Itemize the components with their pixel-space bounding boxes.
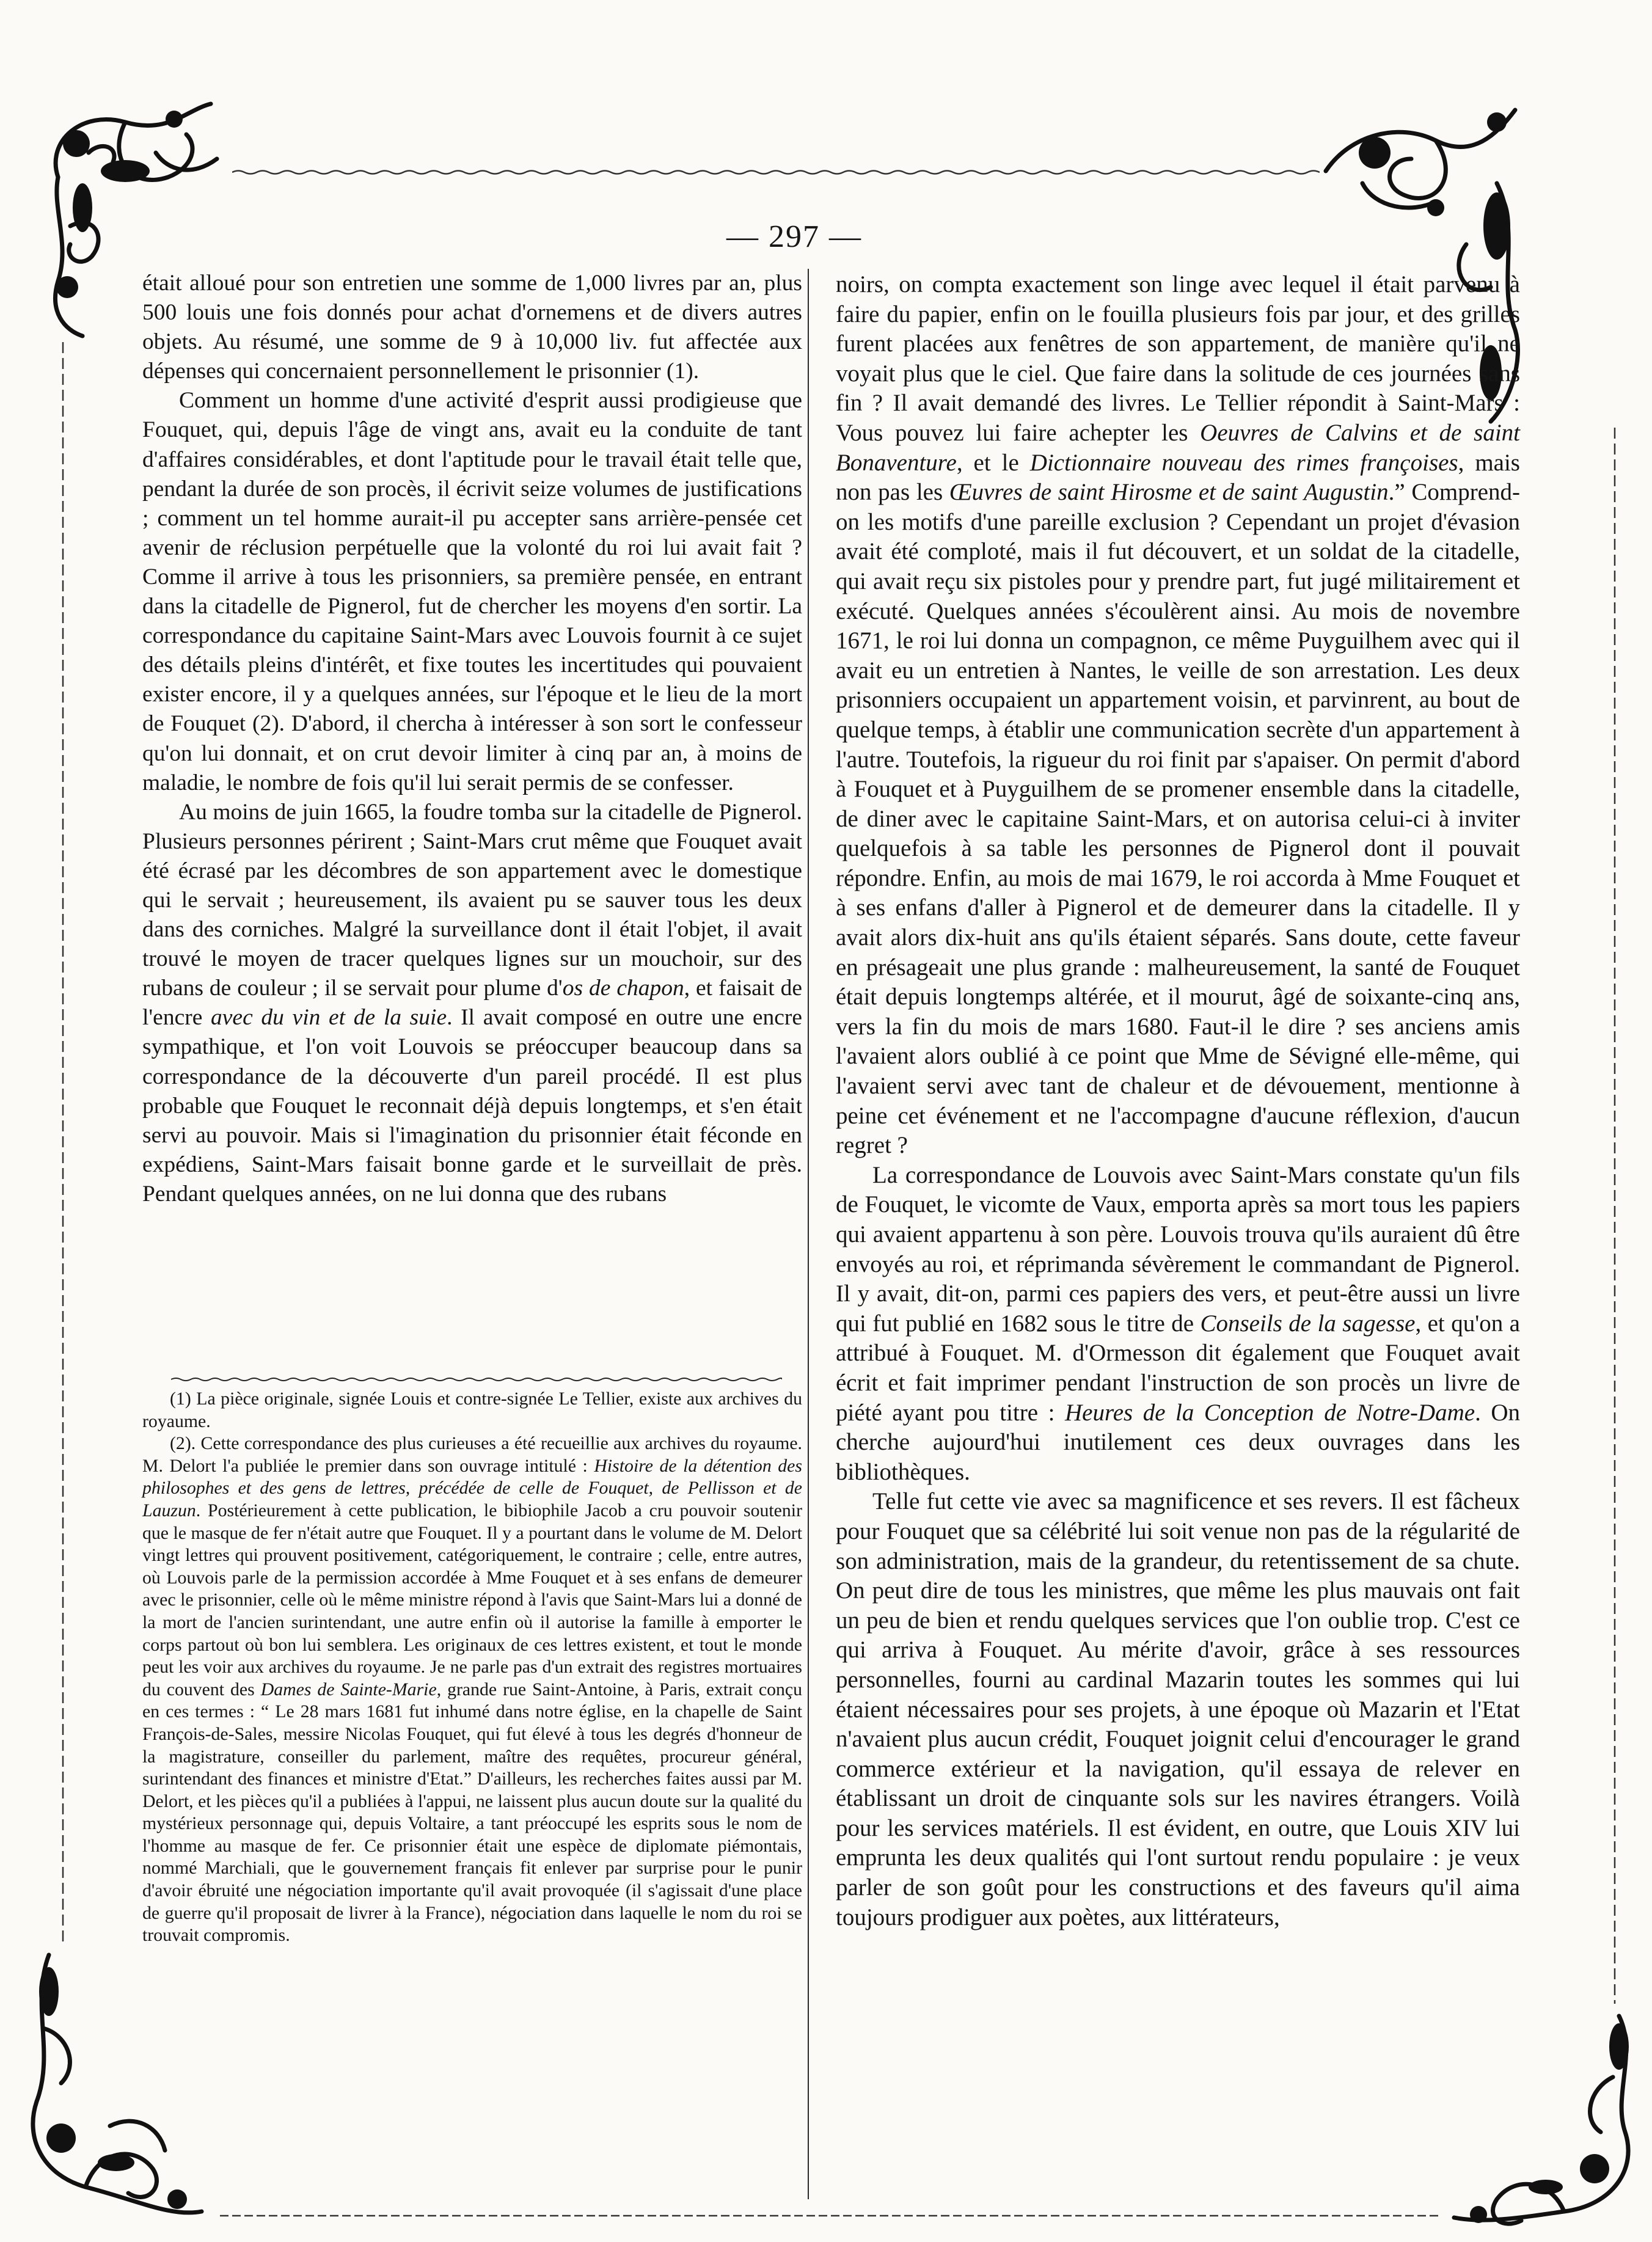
italic-text: avec du vin et de la suie — [211, 1005, 447, 1031]
paragraph: Comment un homme d'une activité d'esprit aussi prodigieuse que Fouquet, qui, depuis l'âge de vingt ans, avait eu la conduite de tant d'affaires considérables, et dont l'aptitude pour le travail était telle que, pendant la durée de son procès, il écrivit seize volumes de justifications ; comment un tel homme aurait-il pu accepter sans arrière-pensée cet avenir de réclusion perpétuelle que la volonté du roi lui avait fait ? Comme il arrive à tous les prisonniers, sa première pensée, en entrant dans la citadelle de Pignerol, fut de chercher les moyens d'en sortir. La correspondance du capitaine Saint-Mars avec Louvois fournit à ce sujet des détails pleins d'intérêt, et fixe toutes les incertitudes qui pouvaient exister encore, il y a quelques années, sur l'époque et le lieu de la mort de Fouquet (2). D'abord, il chercha à intéresser à son sort le confesseur qu'on lui donnait, et on crut devoir limiter à cinq par an, à moins de maladie, le nombre de fois qu'il lui serait permis de se confesser. — [142, 388, 802, 795]
italic-text: Dictionnaire nouveau des rimes françoises — [1029, 449, 1458, 476]
footnote: (1) La pièce originale, signée Louis et contre-signée Le Tellier, existe aux archives du royaume. — [142, 1389, 802, 1431]
left-column — [142, 269, 802, 1209]
border-line-left — [59, 342, 67, 1943]
italic-text: Conseils de la sagesse — [1200, 1310, 1416, 1337]
text-run: , et faisait de l'encre — [142, 976, 802, 1031]
paragraph — [836, 1161, 1520, 1488]
italic-text: Œuvres de saint Hirosme et de saint Augustin — [949, 479, 1389, 506]
footnote-separator — [171, 1376, 782, 1383]
corner-ornament-bottom-right — [1442, 2004, 1650, 2236]
text-run: . On cherche aujourd'hui inutilement ces deux ouvrages dans les bibliothèques. — [836, 1399, 1521, 1485]
text-run: .” Comprend-on les motifs d'une pareille exclusion ? Cependant un projet d'évasion avait été comploté, mais il fut découvert, et un soldat de la citadelle, qui avait reçu six pistoles pour y prendre part, fut jugé militairement et exécuté. Quelques années s'écoulèrent ainsi. Au mois de novembre 1671, le roi lui donna un compagnon, ce même Puyguilhem avec qui il avait eu un entretien à Nantes, le veille de son arrestation. Les deux prisonniers occupaient un appartement voisin, et parvinrent, au bout de quelque temps, à établir une communication secrète d'un appartement à l'autre. Toutefois, la rigueur du roi finit par s'apaiser. On permit d'abord à Fouquet et à Puyguilhem de se promener ensemble dans la citadelle, de diner avec le capitaine Saint-Mars, et on autorisa celui-ci à inviter quelquefois à sa table les personnes de Pignerol dont il pouvait répondre. Enfin, au mois de mai 1679, le roi accorda à Mme Fouquet et à ses enfans d'aller à Pignerol et de demeurer dans la citadelle. Il y avait alors dix-huit ans qu'ils étaient séparés. Sans doute, cette faveur en présageait une plus grande : malheureusement, la santé de Fouquet était depuis longtemps altérée, et il mourut, âgé de soixante-cinq ans, vers la fin du mois de mars 1680. Faut-il le dire ? ses anciens amis l'avaient alors oublié à ce point que Mme de Sévigné elle-même, qui l'avaient servi avec tant de chaleur et de dévouement, mentionne à peine cet événement et ne l'accompagne d'aucune réflexion, d'aucun regret ? — [836, 479, 1520, 1159]
italic-text: Oeuvres de Calvins et de saint Bonaventure — [836, 419, 1520, 476]
italic-text: os de chapon — [562, 976, 684, 1001]
text-run: Au moins de juin 1665, la foudre tomba sur la citadelle de Pignerol. Plusieurs personnes périrent ; Saint-Mars crut même que Fouquet avait été écrasé par les décombres de son appartement avec le domestique qui le servait ; heureusement, ils avaient pu se sauver tous les deux dans des corniches. Malgré la surveillance dont il était l'objet, il avait trouvé le moyen de tracer quelques lignes sur un mouchoir, sur des rubans de couleur ; il se servait pour plume d' — [142, 799, 802, 1001]
text-run: (2). Cette correspondance des plus curieuses a été recueillie aux archives du royaume. M. Delort l'a publiée le premier dans son ouvrage intitulé : — [142, 1433, 802, 1476]
italic-text: Heures de la Conception de Notre-Dame — [1065, 1399, 1475, 1426]
paragraph: Telle fut cette vie avec sa magnificence et ses revers. Il est fâcheux pour Fouquet que sa célébrité lui soit venue non pas de la régularité de son administration, mais de la grandeur, du retentissement de sa chute. On peut dire de tous les ministres, que même les plus mauvais ont fait un peu de bien et rendu quelques services que l'on oublie trop. C'est ce qui arriva à Fouquet. Au mérite d'avoir, grâce à ses ressources personnelles, fourni au cardinal Mazarin toutes les sommes qui lui étaient nécessaires pour ses projets, à une époque où Mazarin et l'Etat n'avaient plus aucun crédit, Fouquet joignit celui d'encourager le grand commerce extérieur et la navigation, qu'il essaya de relever en établissant un droit de cinquante sols sur les navires étrangers. Voilà pour les services matériels. Il est évident, en outre, que Louis XIV lui emprunta les deux qualités qui l'ont surtout rendu populaire : je veux parler de son goût pour les constructions et des faveurs qu'il aima toujours prodiguer aux poètes, aux littérateurs, — [836, 1488, 1520, 1930]
text-run: , et qu'on a attribué à Fouquet. M. d'Ormesson dit également que Fouquet avait écrit et fait imprimer pendant l'instruction de son procès un livre de piété ayant pou titre : — [836, 1310, 1520, 1426]
column-divider — [808, 269, 809, 2199]
footnote — [142, 1433, 802, 1947]
paragraph — [142, 798, 802, 1209]
corner-ornament-bottom-left — [12, 1943, 214, 2230]
text-run: . Postérieurement à cette publication, le bibiophile Jacob a cru pouvoir soutenir que le masque de fer n'était autre que Fouquet. Il y a pourtant dans le volume de M. Delort vingt lettres qui prouvent positivement, catégoriquement, le contraire ; celle, entre autres, où Louvois parle de la permission accordée à Mme Fouquet et à ses enfans de demeurer avec le prisonnier, celle où le même ministre répond à l'avis que Saint-Mars lui a donné de la mort de l'ancien surintendant, une autre enfin où il autorise la famille à emporter le corps partout où bon lui semblera. Les originaux de ces lettres existent, et tout le monde peut les voir aux archives du royaume. Je ne parle pas d'un extrait des registres mortuaires du couvent des — [142, 1500, 802, 1700]
paragraph — [836, 270, 1520, 1161]
text-run: , grande rue Saint-Antoine, à Paris, extrait conçu en ces termes : “ Le 28 mars 1681 fut inhumé dans notre église, en la chapelle de Saint François-de-Sales, messire Nicolas Fouquet, qui fut élevé à tous les degrés d'honneur de la magistrature, conseiller du parlement, maître des requêtes, procureur général, surintendant des finances et ministre d'Etat.” D'ailleurs, les recherches faites aussi par M. Delort, et les pièces qu'il a publiées à l'appui, ne laissent plus aucun doute sur la qualité du mystérieux personnage qui, depuis Voltaire, a tant préoccupé les esprits sous le nom de l'homme au masque de fer. Ce prisonnier était une espèce de diplomate piémontais, nommé Marchiali, que le gouvernement français fit enlever par surprise pour le punir d'avoir ébruité une négociation importante qu'il avait provoquée (il s'agissait d'une place de guerre qu'il proposait de livrer à la France), négociation dans laquelle le nom du roi se trouvait compromis. — [142, 1679, 803, 1946]
italic-text: Dames de Sainte-Marie — [260, 1679, 437, 1700]
text-run: , mais non pas les — [836, 449, 1520, 506]
border-line-bottom — [220, 2211, 1442, 2220]
border-line-right — [1610, 428, 1619, 2004]
text-run: noirs, on compta exactement son linge avec lequel il était parvenu à faire du papier, enfin on le fouilla plusieurs fois par jour, et des grilles furent placées aux fenêtres de son appartement, de manière qu'il ne voyait plus que le ciel. Que faire dans la solitude de ces journées sans fin ? Il avait demandé des livres. Le Tellier répondit à Saint-Mars : Vous pouvez lui faire achepter les — [836, 271, 1520, 446]
text-run: . Il avait composé en outre une encre sympathique, et l'on voit Louvois se préoccuper beaucoup dans sa correspondance de la découverte d'un pareil procédé. Il est plus probable que Fouquet le reconnait déjà depuis longtemps, et s'en était servi au pouvoir. Mais si l'imagination du prisonnier était féconde en expédiens, Saint-Mars faisait bonne garde et le surveillait de près. Pendant quelques années, on ne lui donna que des rubans — [142, 1005, 803, 1207]
page-number: — 297 — — [726, 219, 862, 254]
text-run: , et le — [956, 449, 1030, 476]
text-run: La correspondance de Louvois avec Saint-Mars constate qu'un fils de Fouquet, le vicomte de Vaux, emporta après sa mort tous les papiers qui avaient appartenu à son père. Louvois trouva qu'ils auraient dû être envoyés au roi, et réprimanda sévèrement le commandant de Pignerol. Il y avait, dit-on, parmi ces papiers des vers, et peut-être aussi un livre qui fut publié en 1682 sous le titre de — [836, 1161, 1520, 1337]
right-column — [836, 270, 1520, 1932]
paragraph: était alloué pour son entretien une somme de 1,000 livres par an, plus 500 louis une fois donnés pour achat d'ornemens et de divers autres objets. Au résumé, une somme de 9 à 10,000 liv. fut affectée aux dépenses qui concernaient personnellement le prisonnier (1). — [142, 271, 802, 384]
italic-text: Histoire de la détention des philosophes et des gens de lettres, précédée de celle de Fouquet, de Pellisson et de Lauzun — [142, 1455, 802, 1521]
footnotes — [142, 1388, 802, 1947]
border-line-top — [232, 168, 1320, 177]
